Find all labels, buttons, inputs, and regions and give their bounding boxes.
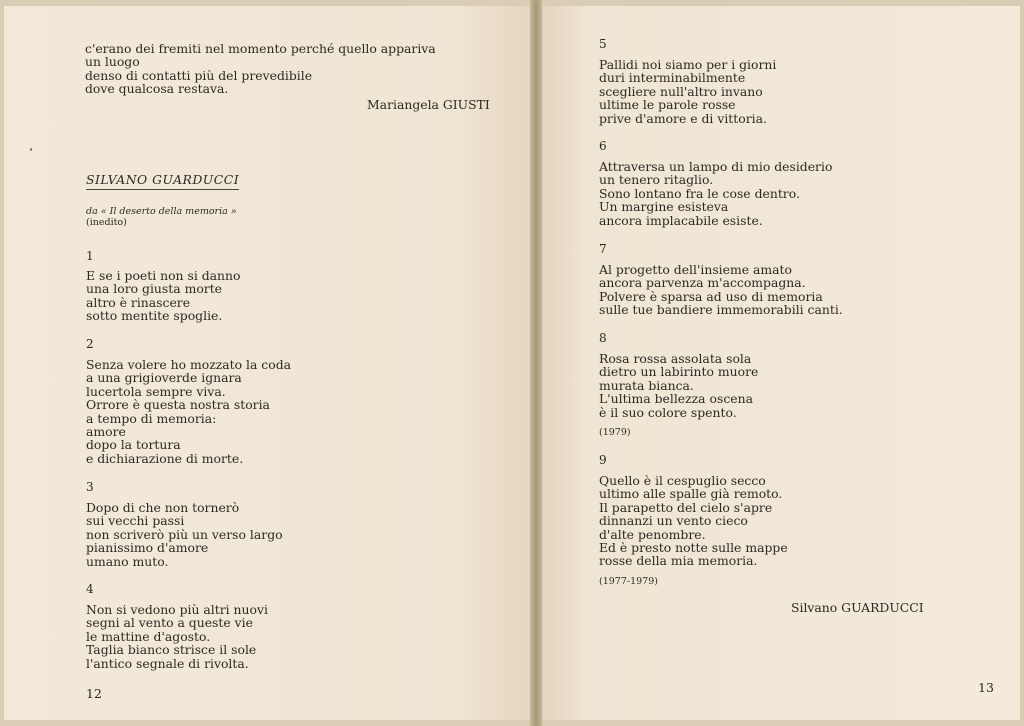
poem-line: E se i poeti non si danno xyxy=(86,268,241,283)
poem-line: ancora implacabile esiste. xyxy=(599,212,763,228)
poem-line: rosse della mia memoria. xyxy=(599,553,758,569)
poem-line: Taglia bianco strisce il sole xyxy=(86,642,257,658)
source-citation xyxy=(86,206,237,228)
poem-line: un tenero ritaglio. xyxy=(599,172,714,188)
poem-number: 3 xyxy=(86,480,94,494)
poem-line: scegliere null'altro invano xyxy=(599,83,763,99)
poem-stanza xyxy=(86,603,268,670)
poem-line: L'ultima bellezza oscena xyxy=(599,391,753,407)
poem-line: dietro un labirinto muore xyxy=(599,364,759,380)
poem-number: 9 xyxy=(599,453,607,467)
poem-line: murata bianca. xyxy=(599,377,694,393)
section-title: SILVANO GUARDUCCI xyxy=(86,172,239,190)
poem-line: Ed è presto notte sulle mappe xyxy=(599,540,788,556)
poem-line: Attraversa un lampo di mio desiderio xyxy=(599,159,833,174)
poem-line: Pallidi noi siamo per i giorni xyxy=(599,57,777,72)
intro-line: denso di contatti più del prevedibile xyxy=(85,67,313,83)
poem-line: Rosa rossa assolata sola xyxy=(599,351,752,366)
poem-line: pianissimo d'amore xyxy=(86,540,209,556)
poem-line: è il suo colore spento. xyxy=(599,404,737,420)
poem-line: una loro giusta morte xyxy=(86,281,223,297)
poem-date: (1979) xyxy=(599,427,631,438)
poem-line: sui vecchi passi xyxy=(86,513,185,529)
poem-line: dopo la tortura xyxy=(86,437,181,453)
poem-line: Sono lontano fra le cose dentro. xyxy=(599,185,800,201)
poem-line: prive d'amore e di vittoria. xyxy=(599,110,767,126)
poem-line: altro è rinascere xyxy=(86,294,191,310)
poem-number: 8 xyxy=(599,331,607,345)
poem-line: le mattine d'agosto. xyxy=(86,628,211,644)
poem-line: ultimo alle spalle già remoto. xyxy=(599,486,783,502)
poem-line: Orrore è questa nostra storia xyxy=(86,397,270,413)
poem-number: 6 xyxy=(599,139,607,153)
poem-line: sotto mentite spoglie. xyxy=(86,308,223,324)
page-number-right: 13 xyxy=(978,680,994,695)
poem-line: duri interminabilmente xyxy=(599,70,746,86)
poem-number: 4 xyxy=(86,582,94,596)
poem-line: ultime le parole rosse xyxy=(599,97,736,113)
poem-line: Non si vedono più altri nuovi xyxy=(86,602,268,617)
poem-line: Il parapetto del cielo s'apre xyxy=(599,499,773,515)
source-note: (inedito) xyxy=(86,217,127,228)
poem-line: l'antico segnale di rivolta. xyxy=(86,655,249,671)
poem-stanza xyxy=(599,352,758,419)
poem-number: 7 xyxy=(599,242,607,256)
poem-number: 2 xyxy=(86,337,94,351)
poem-line: a una grigioverde ignara xyxy=(86,370,242,386)
poem-line: Polvere è sparsa ad uso di memoria xyxy=(599,288,823,304)
poem-number: 1 xyxy=(86,249,94,263)
poem-stanza xyxy=(599,474,788,568)
page-number-left: 12 xyxy=(86,686,102,701)
poem-line: d'alte penombre. xyxy=(599,526,706,542)
closing-author: Silvano GUARDUCCI xyxy=(791,600,924,615)
book-gutter xyxy=(530,0,542,726)
poem-stanza xyxy=(86,269,240,323)
poem-line: Un margine esisteva xyxy=(599,199,729,215)
poem-line: e dichiarazione di morte. xyxy=(86,450,244,466)
intro-line: c'erano dei fremiti nel momento perché quello appariva xyxy=(85,41,436,56)
poem-stanza xyxy=(599,263,843,317)
poem-stanza xyxy=(599,58,776,125)
paper-speck xyxy=(30,148,32,151)
poem-line: non scriverò più un verso largo xyxy=(86,526,283,542)
poem-stanza xyxy=(599,160,832,227)
intro-line: dove qualcosa restava. xyxy=(85,81,229,97)
poem-stanza xyxy=(86,501,283,568)
poem-line: Senza volere ho mozzato la coda xyxy=(86,357,292,372)
poem-line: amore xyxy=(86,424,126,440)
intro-stanza xyxy=(85,42,436,96)
poem-line: dinnanzi un vento cieco xyxy=(599,513,748,529)
poem-line: Quello è il cespuglio secco xyxy=(599,473,766,488)
poem-number: 5 xyxy=(599,37,607,51)
poem-line: Al progetto dell'insieme amato xyxy=(599,262,792,277)
poem-line: sulle tue bandiere immemorabili canti. xyxy=(599,302,843,318)
poem-line: Dopo di che non tornerò xyxy=(86,500,240,515)
source-title: « Il deserto della memoria » xyxy=(100,206,237,217)
poem-date: (1977-1979) xyxy=(599,576,658,587)
poem-line: ancora parvenza m'accompagna. xyxy=(599,275,806,291)
poem-stanza xyxy=(86,358,291,465)
poem-line: umano muto. xyxy=(86,553,169,569)
intro-line: un luogo xyxy=(85,54,140,70)
poem-line: a tempo di memoria: xyxy=(86,410,217,426)
source-prefix: da xyxy=(86,206,98,217)
poem-line: lucertola sempre viva. xyxy=(86,383,226,399)
poem-line: segni al vento a queste vie xyxy=(86,615,253,631)
intro-author: Mariangela GIUSTI xyxy=(367,97,490,112)
